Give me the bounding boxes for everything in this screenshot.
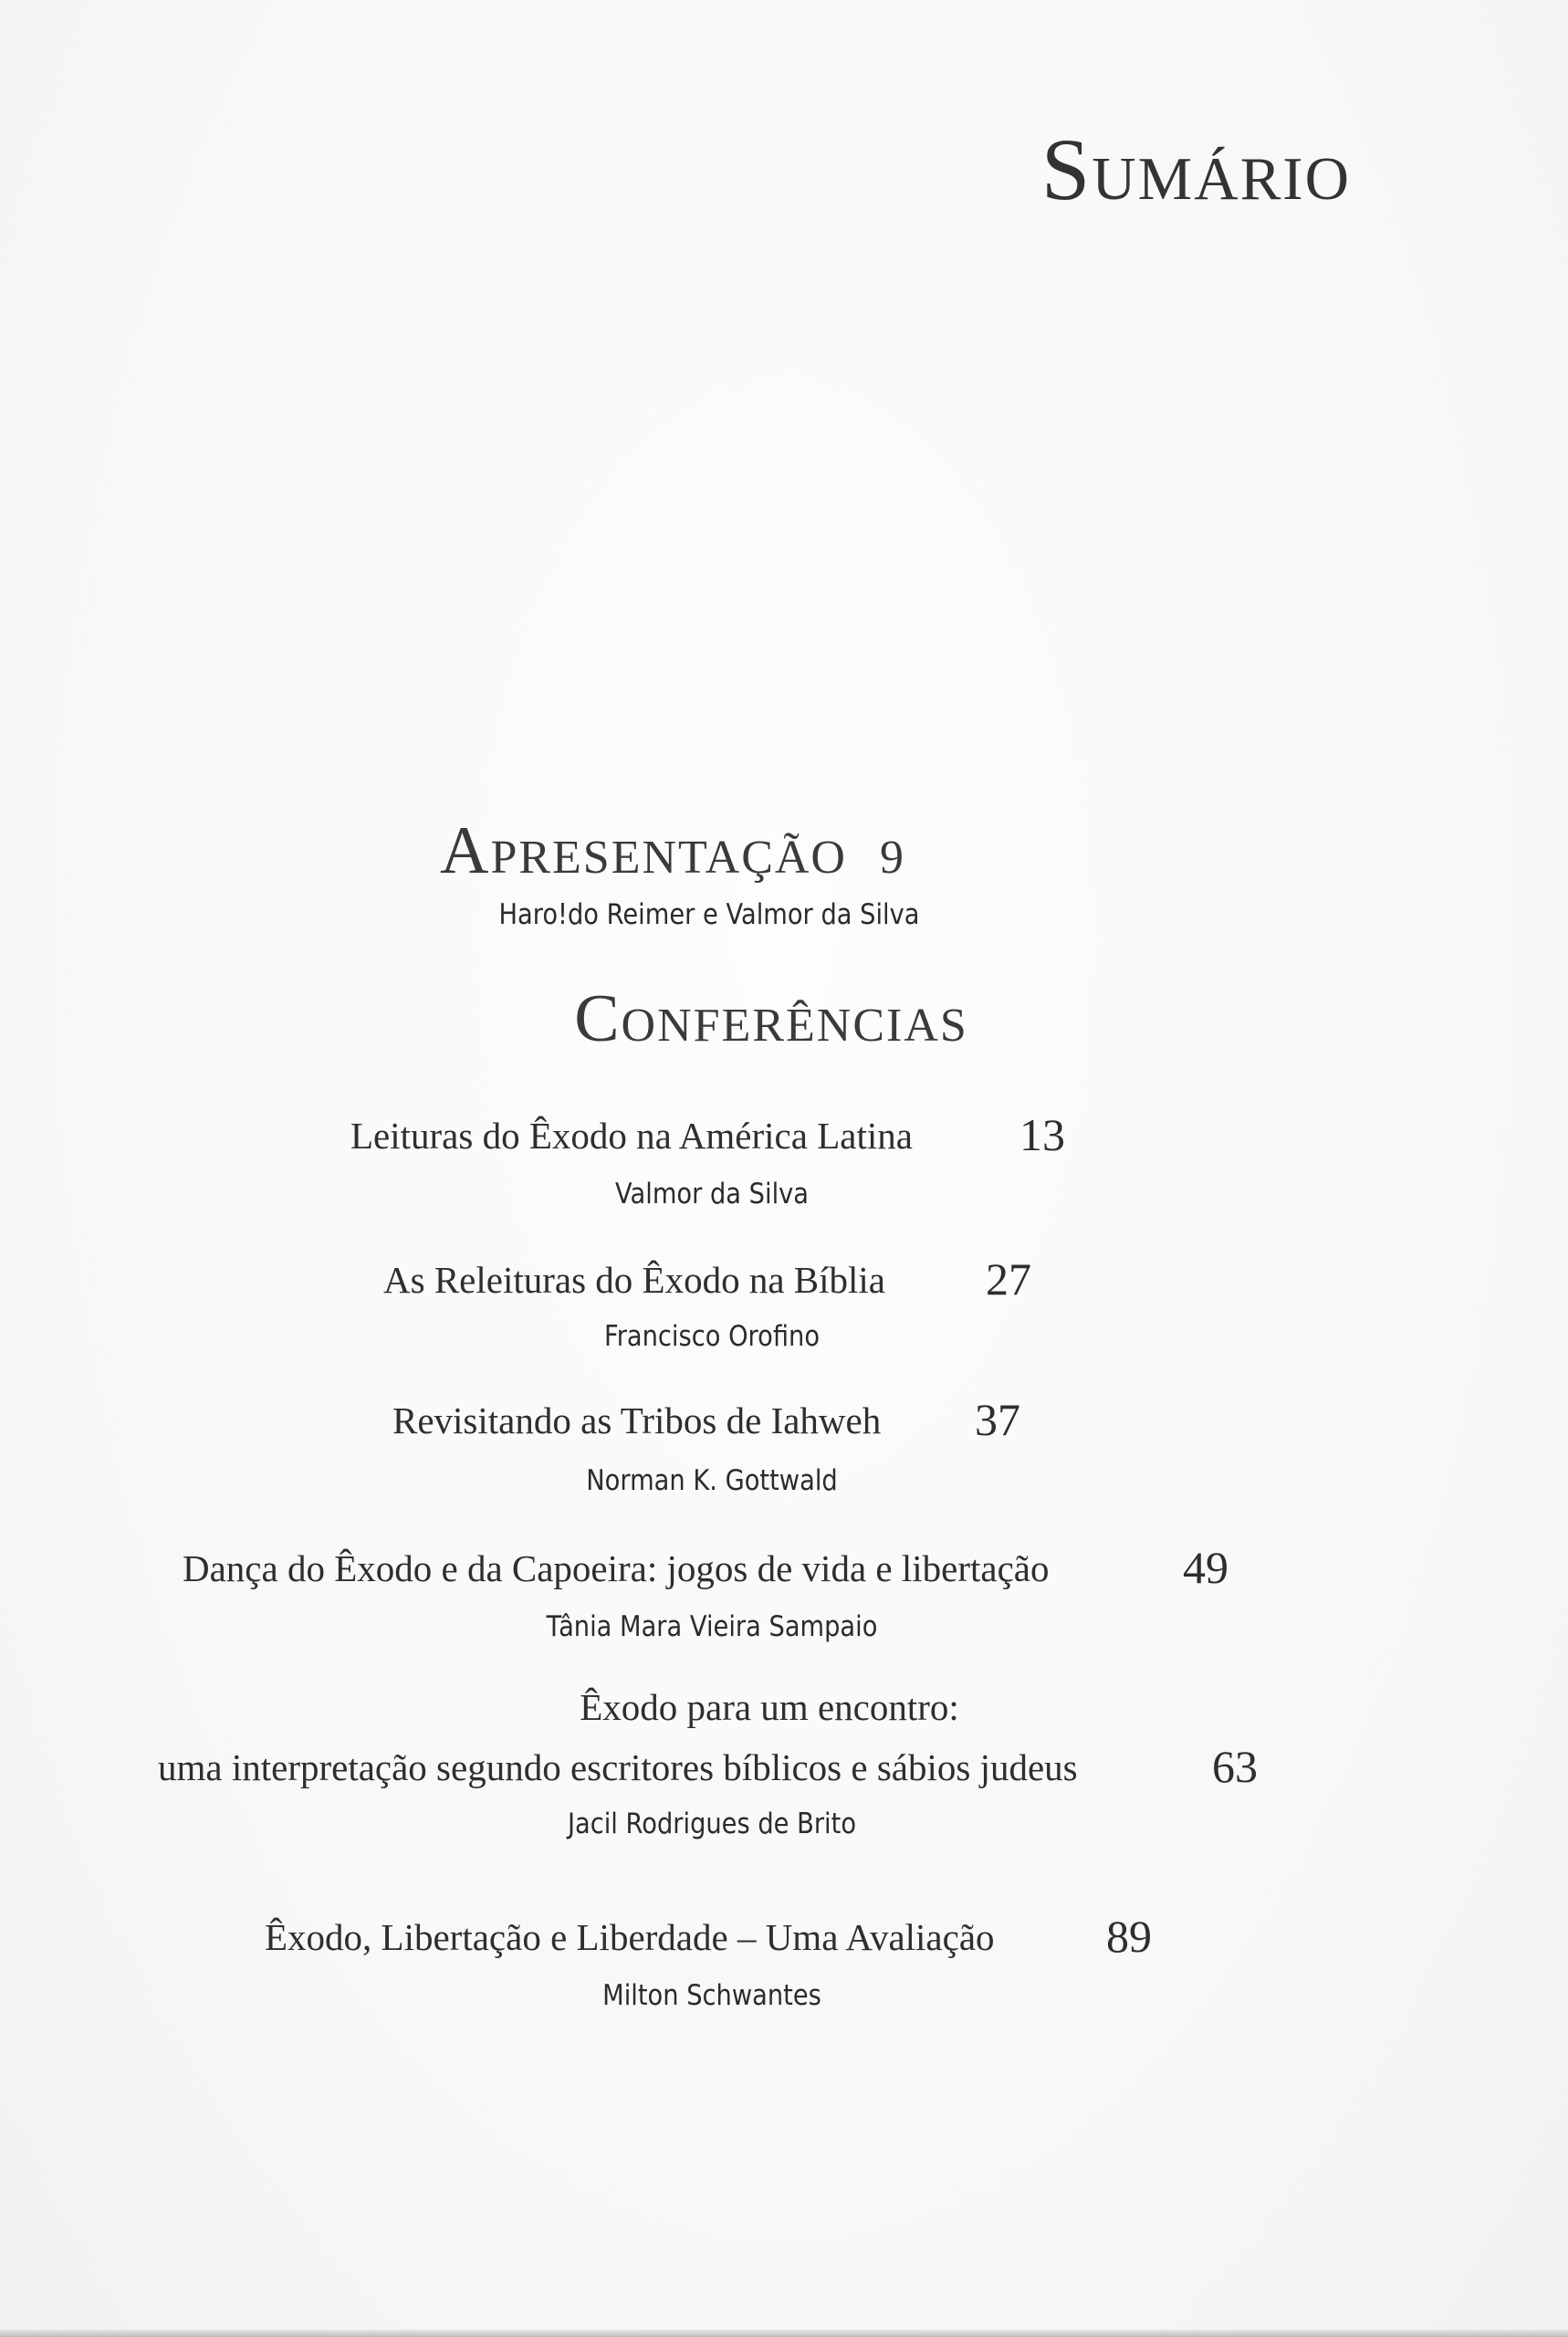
section-page-number: 9 [880, 832, 904, 884]
entry-author: Norman K. Gottwald [586, 1464, 838, 1497]
entry-title: Êxodo, Libertação e Liberdade – Uma Avaliação [265, 1916, 995, 1958]
entry-title: Revisitando as Tribos de Iahweh [392, 1399, 882, 1441]
entry-author: Jacil Rodrigues de Brito [567, 1808, 857, 1840]
entry-title: Leituras do Êxodo na América Latina [350, 1115, 913, 1157]
section-heading-apresentacao [440, 812, 904, 890]
entry-title-line2: uma interpretação segundo escritores bíblicos e sábios judeus [158, 1746, 1078, 1788]
entry-page-number: 49 [1183, 1542, 1228, 1593]
section-heading-conferencias [0, 980, 1555, 1058]
page-bottom-edge [0, 2330, 1568, 2337]
entry-page-number: 13 [1019, 1109, 1065, 1160]
entry-author: Milton Schwantes [602, 1979, 821, 2012]
entry-page-number: 89 [1106, 1911, 1152, 1962]
entry-title-line1: Êxodo para um encontro: [580, 1686, 959, 1728]
section-heading-label: Apresentação [440, 813, 847, 888]
section-authors: Haro!do Reimer e Valmor da Silva [498, 898, 920, 931]
page-title: Sumário [1040, 121, 1351, 218]
entry-page-number: 37 [975, 1394, 1020, 1445]
entry-title: Dança do Êxodo e da Capoeira: jogos de vida e libertação [183, 1547, 1050, 1589]
entry-author: Francisco Orofino [603, 1320, 821, 1353]
entry-author: Tânia Mara Vieira Sampaio [546, 1610, 878, 1643]
section-heading-label: Conferências [574, 981, 968, 1056]
entry-page-number: 27 [986, 1253, 1031, 1305]
entry-page-number: 63 [1212, 1741, 1258, 1792]
entry-author: Valmor da Silva [614, 1178, 810, 1210]
entry-title: As Releituras do Êxodo na Bíblia [383, 1259, 885, 1301]
